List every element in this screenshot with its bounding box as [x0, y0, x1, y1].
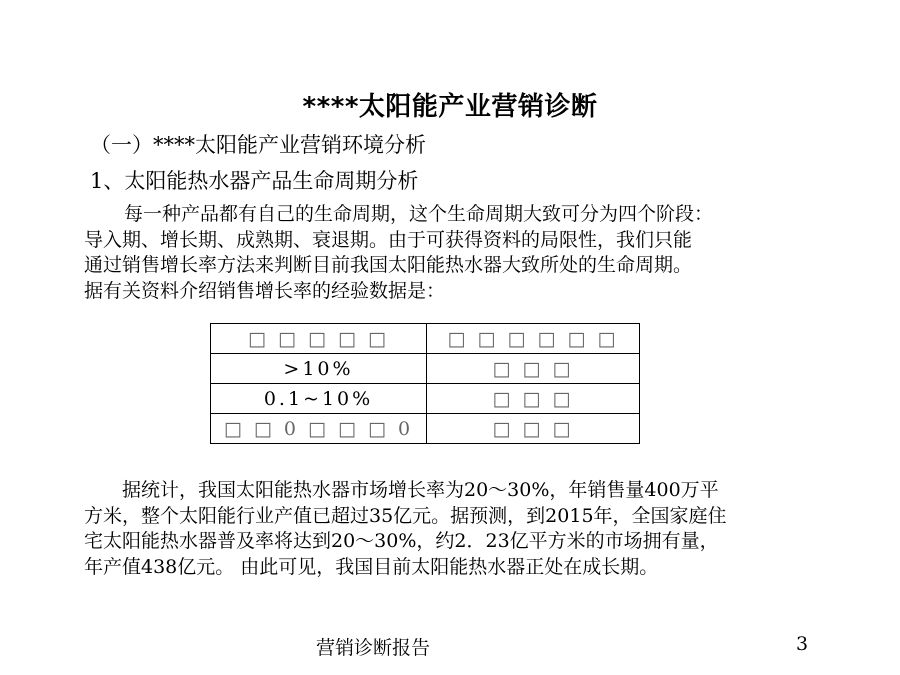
paragraph-line: 据统计，我国太阳能热水器市场增长率为20～30%，年销售量400万平: [122, 479, 719, 501]
growth-rate-table: [210, 323, 640, 444]
section-heading: （一）****太阳能产业营销环境分析: [90, 133, 426, 157]
table-cell: □ □ □: [427, 354, 640, 384]
table-cell: □ □ □: [427, 384, 640, 414]
table-cell: □ □ □: [427, 414, 640, 444]
table-cell: >10%: [211, 354, 427, 384]
subsection-heading: 1、太阳能热水器产品生命周期分析: [90, 169, 419, 193]
table-row: [211, 354, 640, 384]
table-header-cell: □ □ □ □ □: [211, 324, 427, 354]
paragraph-line: 年产值438亿元。 由此可见，我国目前太阳能热水器正处在成长期。: [84, 555, 659, 578]
table-header-cell: □ □ □ □ □ □: [427, 324, 640, 354]
table-row: [211, 414, 640, 444]
paragraph-line: 导入期、增长期、成熟期、衰退期。由于可获得资料的局限性，我们只能: [84, 228, 693, 251]
paragraph-line: 据有关资料介绍销售增长率的经验数据是：: [84, 279, 446, 302]
page-number: 3: [796, 633, 809, 655]
footer-title: 营销诊断报告: [316, 637, 431, 659]
paragraph-line: 宅太阳能热水器普及率将达到20～30%，约2．23亿平方米的市场拥有量，: [84, 530, 719, 552]
paragraph-intro: [84, 202, 713, 304]
table-cell: 0.1~10%: [211, 384, 427, 414]
table-header-row: [211, 324, 640, 354]
paragraph-line: 每一种产品都有自己的生命周期，这个生命周期大致可分为四个阶段：: [124, 203, 714, 225]
table-row: [211, 384, 640, 414]
paragraph-line: 方米，整个太阳能行业产值已超过35亿元。据预测，到2015年，全国家庭住: [84, 504, 727, 527]
paragraph-statistics: [84, 478, 727, 580]
paragraph-line: 通过销售增长率方法来判断目前我国太阳能热水器大致所处的生命周期。: [84, 254, 693, 276]
slide-title: ****太阳能产业营销诊断: [302, 92, 598, 122]
table-cell: □ □ 0 □ □ □ 0: [211, 414, 427, 444]
